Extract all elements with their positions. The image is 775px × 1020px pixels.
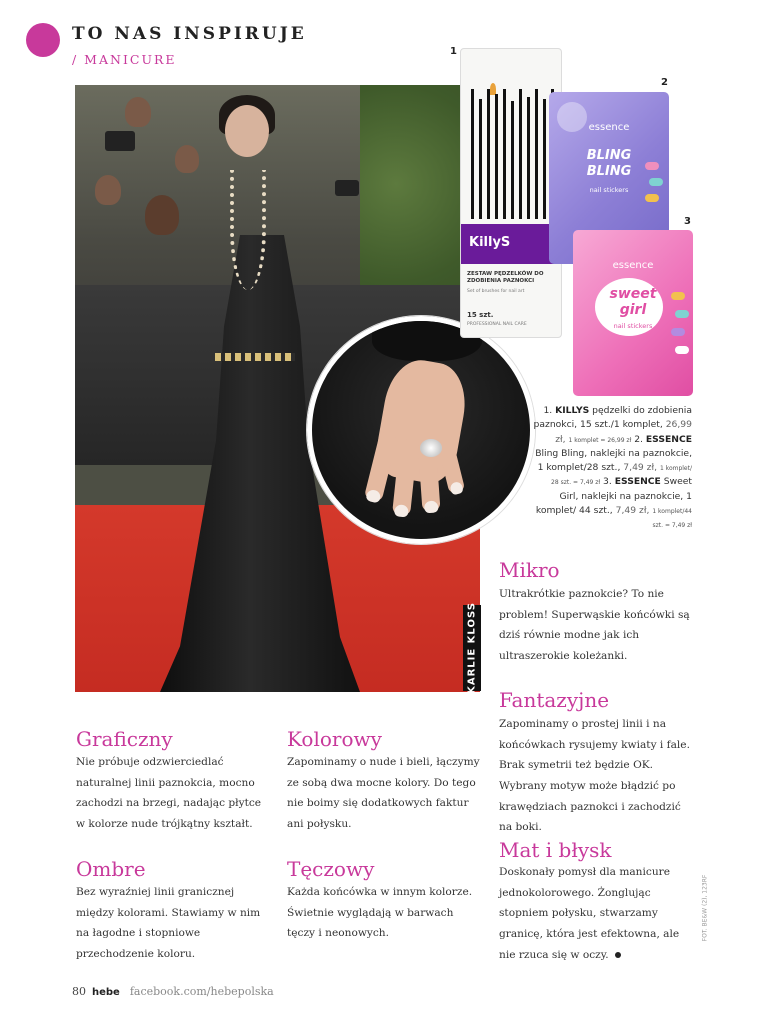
pearl-necklace — [230, 170, 266, 290]
brush — [495, 94, 498, 219]
section-title-graficzny: Graficzny — [76, 727, 173, 751]
caption-desc: pędzelki do zdobienia paznokci, 15 szt./1 komplet, — [533, 405, 692, 431]
end-mark-icon — [615, 952, 621, 958]
brush — [479, 99, 482, 219]
section-title-mat-blysk: Mat i błysk — [499, 838, 612, 862]
caption-brand: ESSENCE — [614, 476, 661, 488]
sweet-title: sweet — [609, 286, 657, 302]
face — [225, 105, 269, 157]
page-number: 80 — [72, 985, 86, 998]
section-text-ombre: Bez wyraźniej linii granicznej między kolorami. Stawiamy w nim na łagodne i stopniowe przechodzenie koloru. — [76, 886, 261, 960]
footer-url[interactable]: facebook.com/hebepolska — [129, 985, 274, 998]
brush — [471, 89, 474, 219]
name-tag — [463, 602, 481, 694]
nail-sticker — [671, 328, 685, 336]
caption-brand: ESSENCE — [645, 433, 692, 445]
product-number: 2 — [661, 77, 668, 88]
caption-price: 7,49 zł, — [615, 504, 650, 516]
section-text-mat-blysk — [499, 862, 692, 965]
nail-sticker — [675, 346, 689, 354]
section-text-mat-blysk-body: Doskonały pomysł dla manicure jednokolorowego. Żonglując stopniem połysku, stwarzamy granicę, która jest efektowna, ale nie rzuca się w oczy. — [499, 866, 680, 961]
sweet-title: girl — [619, 302, 647, 318]
product-caption — [532, 404, 692, 532]
brush — [543, 99, 546, 219]
product-number: 3 — [684, 216, 691, 227]
caption-price: 26,99 zł, — [555, 419, 692, 445]
brush — [487, 89, 490, 219]
accent-dot — [26, 23, 60, 57]
product-number: 1 — [450, 46, 457, 57]
photographer — [95, 175, 121, 205]
nail-sticker — [671, 292, 685, 300]
sweet-sub: nail stickers — [613, 322, 653, 330]
section-text-fantazyjne: Zapominamy o prostej linii i na końcówkach rysujemy kwiaty i fale. Brak symetrii też będzie OK. Wybrany motyw może błądzić po krawędziach paznokci i zachodzić na boki. — [499, 718, 690, 834]
footer-brand: hebe — [92, 987, 120, 998]
page-footer — [72, 985, 274, 998]
section-title-ombre: Ombre — [76, 857, 146, 881]
bling-sub: nail stickers — [589, 186, 629, 194]
nail-sticker — [645, 162, 659, 170]
section-text-teczowy: Każda końcówka w innym kolorze. Świetnie wyglądają w barwach tęczy i neonowych. — [287, 886, 473, 940]
essence-brand: essence — [612, 260, 654, 271]
section-text-mikro: Ultrakrótkie paznokcie? To nie problem! Superwąskie końcówki są dziś równie modne jak ich ultraszerokie koleżanki. — [499, 588, 690, 662]
killys-label: ZESTAW PĘDZELKÓW DO ZDOBIENIA PAZNOKCI — [467, 271, 544, 284]
section-title-kolorowy: Kolorowy — [287, 727, 382, 751]
nail-sticker — [675, 310, 689, 318]
section-title-teczowy: Tęczowy — [287, 857, 375, 881]
killys-qty: 15 szt. — [467, 311, 494, 319]
photo-credit-text: FOT. BE&W (2), 123RF — [701, 874, 709, 942]
caption-num: 1. — [543, 405, 553, 416]
caption-desc: Sweet Girl, naklejki na paznokcie, 1 komplet/ 44 szt., — [535, 476, 692, 516]
caption-num: 3. — [603, 476, 612, 488]
photographer — [175, 145, 199, 173]
page-kicker: TO NAS INSPIRUJE — [72, 24, 307, 44]
brush — [527, 97, 530, 219]
brush — [511, 101, 514, 219]
camera-icon — [105, 131, 135, 151]
caption-price: 7,49 zł, — [623, 462, 658, 473]
photo-credit — [699, 873, 711, 943]
caption-unit-price: 1 komplet/ 28 szt. = 7,49 zł — [551, 465, 692, 487]
section-label: / MANICURE — [72, 52, 177, 67]
hand-closeup — [307, 316, 535, 544]
essence-sweet-girl — [573, 230, 693, 396]
brush — [503, 89, 506, 219]
name-tag-text: KARLIE KLOSS — [466, 602, 478, 694]
camera-icon — [335, 180, 359, 196]
killys-tagline: PROFESSIONAL NAIL CARE — [467, 322, 527, 327]
section-text-graficzny: Nie próbuje odzwierciedlać naturalnej linii paznokcia, mocno zachodzi na brzegi, nadając płytce w kolorze nude trójkątny kształt. — [76, 756, 262, 830]
nail-sticker — [649, 178, 663, 186]
bling-title: BLING — [586, 164, 632, 179]
section-text-kolorowy: Zapominamy o nude i bieli, łączymy ze sobą dwa mocne kolory. Do tego nie boimy się dodatkowych faktur ani połysku. — [287, 756, 480, 830]
caption-unit-price: 1 komplet/44 szt. = 7,49 zł — [652, 507, 692, 529]
caption-unit-price: 1 komplet = 26,99 zł — [568, 436, 632, 444]
killys-brush-set — [460, 48, 562, 338]
photographer — [145, 195, 179, 235]
section-title-mikro: Mikro — [499, 558, 560, 582]
nail-sticker — [645, 194, 659, 202]
belt — [215, 353, 295, 361]
photographer — [125, 97, 151, 127]
diamond-ring — [420, 439, 442, 457]
caption-brand: KILLYS — [555, 405, 590, 416]
caption-num: 2. — [634, 433, 643, 445]
essence-brand: essence — [588, 122, 630, 133]
bling-title: BLING — [586, 148, 632, 163]
brush — [519, 89, 522, 219]
caption-desc: Bling Bling, naklejki na paznokcie, 1 komplet/28 szt., — [535, 447, 692, 473]
killys-sub: Set of brushes for nail art — [467, 289, 525, 294]
section-title-fantazyjne: Fantazyjne — [499, 688, 610, 712]
killys-logo: KillyS — [469, 235, 511, 250]
brush — [535, 89, 538, 219]
